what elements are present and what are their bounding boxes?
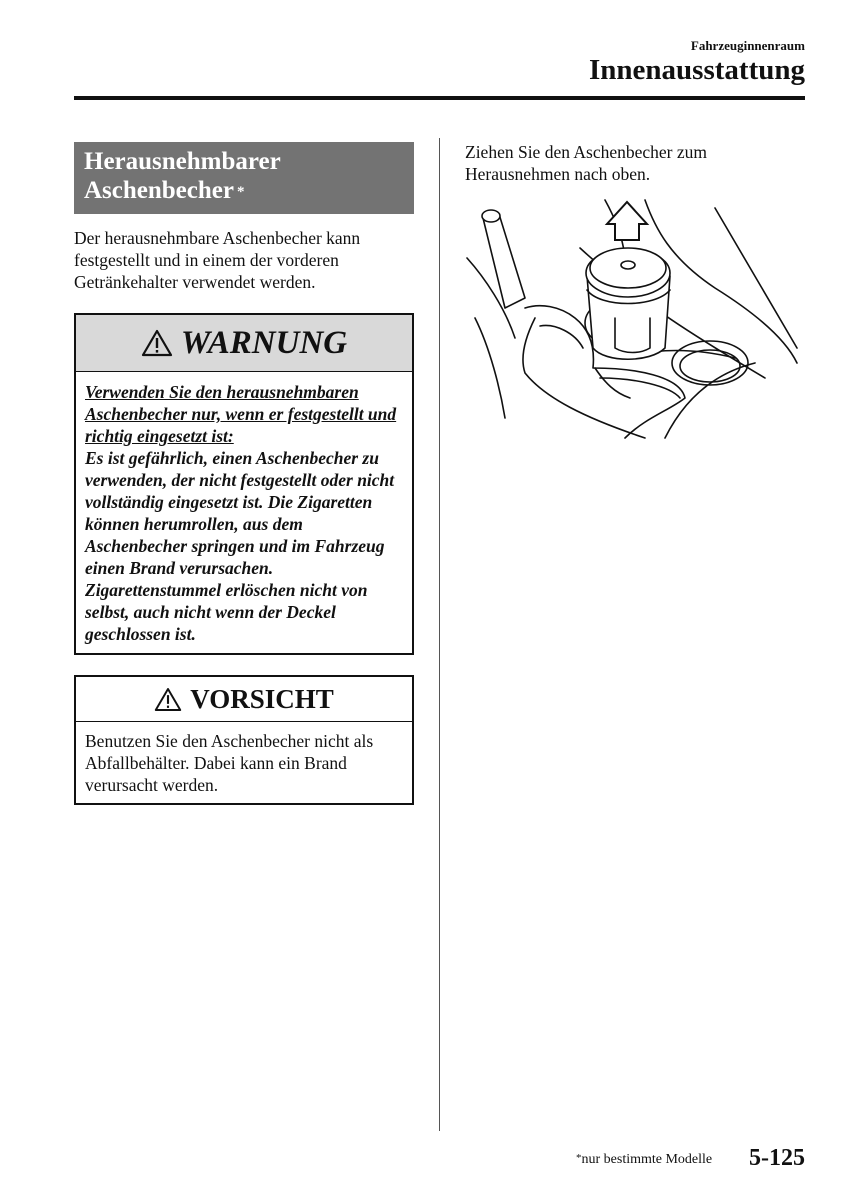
caution-box [74,675,414,805]
footer-note [576,1152,712,1168]
warning-box [74,313,414,655]
section-heading-line1: Herausnehmbarer [84,148,281,175]
warning-body [76,372,412,645]
caution-text: Benutzen Sie den Aschenbecher nicht als Abfallbehälter. Dabei kann ein Brand verursacht werden. [85,731,374,795]
warning-header [76,315,412,372]
footer-note-text: nur bestimmte Modelle [581,1152,713,1167]
chapter-label: Fahrzeuginnenraum [690,38,805,53]
column-divider [439,138,440,1131]
caution-triangle-icon [154,687,182,712]
caution-header [76,677,412,722]
model-note-star: * [236,184,245,200]
caution-title: VORSICHT [190,683,334,714]
instruction-text: Ziehen Sie den Aschenbecher zum Herausnehmen nach oben. [465,142,707,184]
page-number: 5-125 [749,1145,805,1171]
section-heading [74,142,414,214]
warning-title: WARNUNG [180,324,348,361]
header-rule [74,96,805,100]
footer-note-star: * [576,1152,582,1164]
intro-paragraph: Der herausnehmbare Aschenbecher kann festgestellt und in einem der vorderen Getränkehalter verwendet werden. [74,228,361,292]
warning-text: Es ist gefährlich, einen Aschenbecher zu verwenden, der nicht festgestellt oder nicht vollständig eingesetzt ist. Die Zigaretten können herumrollen, aus dem Aschenbecher springen und im Fahrzeug einen Brand verursachen. Zigarettenstummel erlöschen nicht von selbst, auch nicht wenn der Deckel geschlossen ist. [85,448,395,644]
warning-headline: Verwenden Sie den herausnehmbaren Aschenbecher nur, wenn er festgestellt und richtig eingesetzt ist: [85,382,397,446]
page-title: Innenausstattung [589,54,805,86]
warning-triangle-icon [141,329,173,357]
ashtray-removal-illustration [465,198,805,448]
section-heading-line2: Aschenbecher [84,177,234,204]
